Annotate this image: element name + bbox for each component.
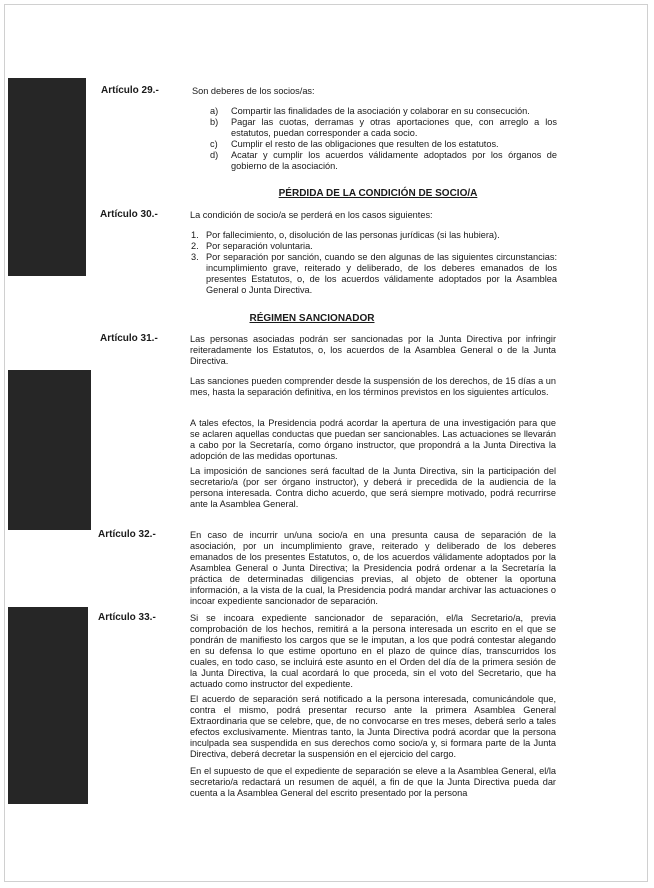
loss-cases-list [191, 230, 557, 296]
list-item: c) Cumplir el resto de las obligaciones que resulten de los estatutos. [210, 139, 499, 149]
article-paragraph: En el supuesto de que el expediente de separación se eleve a la Asamblea General, el/la secretario/a redactará un resumen de aquél, a fin de que la Junta Directiva pueda dar cuenta a la Asamblea General del escrito presentado por la persona [190, 766, 556, 798]
article-paragraph: En caso de incurrir un/una socio/a en una presunta causa de separación de la asociación, por un incumplimiento grave, reiterado y deliberado de los deberes emanados de los presentes Estatutos, o, de los acuerdos válidamente adoptados por la Asamblea General o Junta Directiva; la Presidencia podrá ordenar a la Secretaría la práctica de determinadas diligencias previas, al objeto de obtener la oportuna información, a la vista de la cual, la Presidencia podrá mandar archivar las actuaciones o incoar expediente sancionador de separación. [190, 530, 556, 606]
article-paragraph: El acuerdo de separación será notificado a la persona interesada, comunicándole que, contra el mismo, podrá presentar recurso ante la primera Asamblea General Extraordinaria que se celebre, que, de no convocarse en tres meses, deberá serlo a tales efectos exclusivamente. Mientras tanto, la Junta Directiva podrá acordar que la persona inculpada sea suspendida en sus derechos como socio/a y, si formara parte de la Junta Directiva, deberá decretar la suspensión en el ejercicio del cargo. [190, 694, 556, 759]
article-paragraph: Si se incoara expediente sancionador de separación, el/la Secretario/a, previa comprobación de los hechos, remitirá a la persona interesada un escrito en el que se pondrán de manifiesto los cargos que se le imputan, a los que podrá contestar alegando en su defensa lo que estime oportuno en el plazo de quince días, transcurridos los cuales, en todo caso, se incluirá este asunto en el Orden del día de la primera sesión de la Junta Directiva, la cual acordará lo que proceda, sin el voto del Secretario, que ha actuado como instructor del expediente. [190, 613, 556, 689]
section-title: RÉGIMEN SANCIONADOR [249, 313, 375, 324]
article-paragraph: A tales efectos, la Presidencia podrá acordar la apertura de una investigación para que se aclaren aquellas conductas que puedan ser sancionables. Las actuaciones se llevarán a cabo por la Secretaría, como órgano instructor, que propondrá a la Junta Directiva la adopción de las medidas oportunas. [190, 418, 556, 461]
article-label: Artículo 32.- [98, 529, 156, 540]
list-item: 3. Por separación por sanción, cuando se den algunas de las siguientes circunstancias: incumplimiento grave, reiterado y deliberado, de los deberes emanados de los presentes Estatutos, o, de los acuerdos válidamente adoptados por la Asamblea General o Junta Directiva. [191, 252, 557, 295]
article-label: Artículo 31.- [100, 333, 158, 344]
list-item: 2. Por separación voluntaria. [191, 241, 313, 251]
section-title: PÉRDIDA DE LA CONDICIÓN DE SOCIO/A [278, 188, 478, 199]
article-label: Artículo 29.- [101, 85, 159, 96]
article-label: Artículo 30.- [100, 209, 158, 220]
list-item: a) Compartir las finalidades de la asociación y colaborar en su consecución. [210, 106, 530, 116]
article-intro: Son deberes de los socios/as: [192, 86, 315, 96]
redaction-block [8, 78, 86, 276]
article-paragraph: Las sanciones pueden comprender desde la suspensión de los derechos, de 15 días a un mes, hasta la separación definitiva, en los términos previstos en los siguientes artículos. [190, 376, 556, 397]
article-label: Artículo 33.- [98, 612, 156, 623]
redaction-block [8, 370, 91, 530]
duties-list [210, 106, 557, 172]
redaction-block [8, 607, 88, 804]
list-item: d) Acatar y cumplir los acuerdos válidamente adoptados por los órganos de gobierno de la asociación. [210, 150, 557, 171]
article-paragraph: Las personas asociadas podrán ser sancionadas por la Junta Directiva por infringir reiteradamente los Estatutos, o, los acuerdos de la Asamblea General o de la Junta Directiva. [190, 334, 556, 366]
list-item: b) Pagar las cuotas, derramas y otras aportaciones que, con arreglo a los estatutos, puedan corresponder a cada socio. [210, 117, 557, 138]
article-intro: La condición de socio/a se perderá en los casos siguientes: [190, 210, 433, 220]
list-item: 1. Por fallecimiento, o, disolución de las personas jurídicas (si las hubiera). [191, 230, 500, 240]
article-paragraph: La imposición de sanciones será facultad de la Junta Directiva, sin la participación del secretario/a (por ser órgano instructor), y deberá ir precedida de la audiencia de la persona interesada. Contra dicho acuerdo, que será siempre motivado, podrá recurrirse ante la Asamblea General. [190, 466, 556, 509]
